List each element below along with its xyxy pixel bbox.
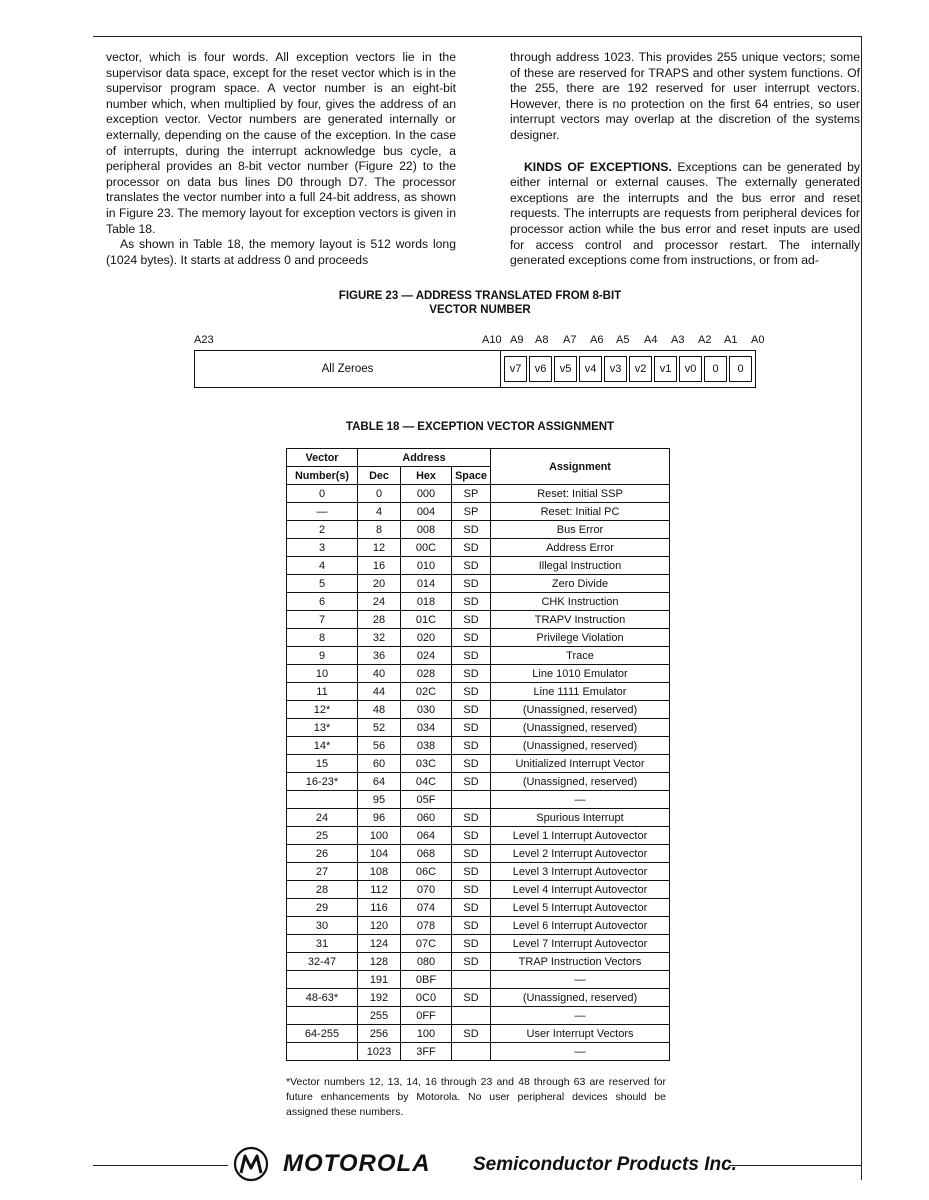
section-body: Exceptions can be generated by either internal or external causes. The externally generated exceptions are the interrupts and the bus error and reset requests. The interrupts are requests from peripheral devices for processor action while the bus error and reset inputs are used for access control and processor restart. The internally generated exceptions come from instructions, or from ad- [510,159,860,268]
table-row [287,827,670,845]
table-header-row [287,449,670,467]
table-row [287,575,670,593]
cell-space: SD [452,953,491,971]
section-heading: KINDS OF EXCEPTIONS. [524,159,672,174]
cell-hex: 080 [401,953,452,971]
cell-space: SD [452,611,491,629]
cell-dec: 36 [358,647,401,665]
header-address: Address [358,449,491,467]
table-row [287,629,670,647]
cell-dec: 44 [358,683,401,701]
table-row [287,665,670,683]
bit-label: A9 [510,334,524,346]
cell-assignment: TRAPV Instruction [491,611,670,629]
cell-space: SD [452,737,491,755]
right-text-column [510,50,860,269]
table-row [287,953,670,971]
table-row [287,647,670,665]
cell-space: SD [452,521,491,539]
bit-cell: v5 [554,356,577,382]
table-row [287,935,670,953]
bit-label: A3 [671,334,685,346]
cell-assignment: Reset: Initial SSP [491,485,670,503]
cell-dec: 95 [358,791,401,809]
cell-assignment: (Unassigned, reserved) [491,737,670,755]
table-row [287,593,670,611]
table-row [287,485,670,503]
cell-dec: 255 [358,1007,401,1025]
cell-vector: 30 [287,917,358,935]
cell-hex: 0FF [401,1007,452,1025]
cell-dec: 64 [358,773,401,791]
table-row [287,737,670,755]
table-row [287,557,670,575]
cell-hex: 07C [401,935,452,953]
cell-dec: 60 [358,755,401,773]
bit-labels [194,334,774,348]
header-assignment: Assignment [491,449,670,485]
cell-space: SD [452,665,491,683]
cell-assignment: — [491,791,670,809]
table-row [287,1007,670,1025]
all-zeroes-field: All Zeroes [195,351,501,387]
table-row [287,881,670,899]
table-row [287,683,670,701]
cell-space: SD [452,863,491,881]
bit-label: A5 [616,334,630,346]
table-row [287,971,670,989]
bit-label: A2 [698,334,712,346]
cell-vector: 28 [287,881,358,899]
cell-vector [287,791,358,809]
cell-hex: 02C [401,683,452,701]
cell-hex: 0BF [401,971,452,989]
cell-dec: 1023 [358,1043,401,1061]
cell-vector: 29 [287,899,358,917]
bit-cell: v7 [504,356,527,382]
cell-dec: 48 [358,701,401,719]
cell-assignment: (Unassigned, reserved) [491,701,670,719]
cell-assignment: Level 3 Interrupt Autovector [491,863,670,881]
footer-rule-right [729,1165,861,1166]
cell-dec: 191 [358,971,401,989]
table-title: TABLE 18 — EXCEPTION VECTOR ASSIGNMENT [345,421,615,433]
cell-assignment: Reset: Initial PC [491,503,670,521]
cell-hex: 00C [401,539,452,557]
cell-dec: 120 [358,917,401,935]
cell-assignment: Unitialized Interrupt Vector [491,755,670,773]
cell-space: SD [452,827,491,845]
cell-space: SD [452,809,491,827]
cell-space [452,791,491,809]
cell-vector: 27 [287,863,358,881]
table-row [287,989,670,1007]
cell-hex: 03C [401,755,452,773]
table-row [287,701,670,719]
left-paragraph-1: vector, which is four words. All exception vectors lie in the supervisor data space, except for the reset vector which is in the supervisor program space. A vector number is an eight-bit number which, when multiplied by four, gives the address of an exception vector. Vector numbers are generated internally or externally, depending on the cause of the exception. In the case of interrupts, during the interrupt acknowledge bus cycle, a peripheral provides an 8-bit vector number (Figure 22) to the processor on data bus lines D0 through D7. The processor translates the vector number into a full 24-bit address, as shown in Figure 23. The memory layout for exception vectors is given in Table 18. [106,50,456,236]
cell-space: SD [452,899,491,917]
cell-hex: 100 [401,1025,452,1043]
cell-vector: 48-63* [287,989,358,1007]
table-row [287,863,670,881]
header-dec: Dec [358,467,401,485]
table-row [287,611,670,629]
cell-vector [287,1043,358,1061]
cell-assignment: User Interrupt Vectors [491,1025,670,1043]
cell-assignment: TRAP Instruction Vectors [491,953,670,971]
cell-vector: 8 [287,629,358,647]
cell-vector: 32-47 [287,953,358,971]
table-row [287,809,670,827]
cell-vector: 24 [287,809,358,827]
cell-hex: 0C0 [401,989,452,1007]
bit-cell: v4 [579,356,602,382]
table-row [287,755,670,773]
cell-hex: 064 [401,827,452,845]
cell-hex: 028 [401,665,452,683]
cell-space: SD [452,935,491,953]
cell-assignment: Level 1 Interrupt Autovector [491,827,670,845]
cell-dec: 40 [358,665,401,683]
cell-dec: 20 [358,575,401,593]
cell-space: SD [452,701,491,719]
cell-vector: 31 [287,935,358,953]
cell-vector: 14* [287,737,358,755]
cell-space: SD [452,845,491,863]
cell-assignment: Level 5 Interrupt Autovector [491,899,670,917]
cell-vector: 26 [287,845,358,863]
cell-vector: 12* [287,701,358,719]
bit-cell: v3 [604,356,627,382]
cell-dec: 124 [358,935,401,953]
brand-name: MOTOROLA [283,1150,431,1177]
cell-space: SD [452,755,491,773]
left-text-column [106,50,456,268]
cell-space: SD [452,539,491,557]
exception-vector-table [286,448,670,1061]
cell-hex: 068 [401,845,452,863]
cell-hex: 074 [401,899,452,917]
cell-hex: 000 [401,485,452,503]
figure-title [250,289,710,317]
address-register [194,350,756,388]
cell-space: SD [452,629,491,647]
table-row [287,791,670,809]
bit-cell: 0 [704,356,727,382]
cell-assignment: — [491,1043,670,1061]
cell-vector: 15 [287,755,358,773]
cell-vector: 25 [287,827,358,845]
cell-hex: 06C [401,863,452,881]
cell-space: SP [452,503,491,521]
cell-dec: 52 [358,719,401,737]
figure-title-line-2: VECTOR NUMBER [429,304,531,316]
cell-vector: 3 [287,539,358,557]
cell-space: SD [452,1025,491,1043]
cell-dec: 56 [358,737,401,755]
cell-dec: 24 [358,593,401,611]
header-hex: Hex [401,467,452,485]
cell-assignment: Level 6 Interrupt Autovector [491,917,670,935]
cell-space: SD [452,881,491,899]
cell-space: SD [452,557,491,575]
table-row [287,719,670,737]
cell-dec: 4 [358,503,401,521]
cell-assignment: Line 1111 Emulator [491,683,670,701]
cell-hex: 024 [401,647,452,665]
cell-dec: 8 [358,521,401,539]
cell-dec: 28 [358,611,401,629]
table-row [287,773,670,791]
cell-assignment: Privilege Violation [491,629,670,647]
cell-vector: — [287,503,358,521]
cell-vector [287,1007,358,1025]
cell-space: SD [452,593,491,611]
cell-hex: 060 [401,809,452,827]
cell-assignment: Illegal Instruction [491,557,670,575]
cell-vector: 10 [287,665,358,683]
table-row [287,503,670,521]
cell-vector: 9 [287,647,358,665]
header-vector [287,449,358,467]
cell-assignment: (Unassigned, reserved) [491,989,670,1007]
cell-space: SD [452,719,491,737]
cell-space: SD [452,647,491,665]
cell-assignment: Level 7 Interrupt Autovector [491,935,670,953]
cell-vector: 6 [287,593,358,611]
cell-dec: 16 [358,557,401,575]
header-number: Number(s) [287,467,358,485]
cell-hex: 008 [401,521,452,539]
bit-cell: v1 [654,356,677,382]
table-row [287,899,670,917]
table-body [287,485,670,1061]
cell-vector: 5 [287,575,358,593]
cell-assignment: CHK Instruction [491,593,670,611]
left-paragraph-2: As shown in Table 18, the memory layout is 512 words long (1024 bytes). It starts at address 0 and proceeds [106,237,456,267]
header-vector-line-1: Vector [305,451,339,464]
cell-vector: 4 [287,557,358,575]
right-paragraph-1: through address 1023. This provides 255 unique vectors; some of these are reserved for TRAPS and other system functions. Of the 255, there are 192 reserved for user interrupt vectors. However, there is no protection on the first 64 entries, so user interrupt vectors may overlap at the discretion of the systems designer. [510,50,860,142]
cell-assignment: Spurious Interrupt [491,809,670,827]
bit-label: A8 [535,334,549,346]
cell-dec: 100 [358,827,401,845]
cell-assignment: (Unassigned, reserved) [491,773,670,791]
cell-assignment: Level 2 Interrupt Autovector [491,845,670,863]
cell-assignment: Line 1010 Emulator [491,665,670,683]
cell-assignment: Address Error [491,539,670,557]
vector-bit-cells [501,351,755,387]
cell-space: SD [452,575,491,593]
bit-cell: v2 [629,356,652,382]
cell-space: SD [452,917,491,935]
cell-vector: 64-255 [287,1025,358,1043]
bit-label: A7 [563,334,577,346]
cell-hex: 018 [401,593,452,611]
cell-hex: 004 [401,503,452,521]
bit-cell: v6 [529,356,552,382]
cell-vector [287,971,358,989]
cell-dec: 108 [358,863,401,881]
bit-label: A6 [590,334,604,346]
cell-dec: 0 [358,485,401,503]
cell-hex: 05F [401,791,452,809]
cell-dec: 128 [358,953,401,971]
bit-label: A1 [724,334,738,346]
cell-assignment: — [491,1007,670,1025]
table-row [287,521,670,539]
cell-vector: 0 [287,485,358,503]
cell-assignment: (Unassigned, reserved) [491,719,670,737]
cell-assignment: Bus Error [491,521,670,539]
cell-space [452,1007,491,1025]
cell-space: SD [452,683,491,701]
cell-dec: 116 [358,899,401,917]
figure-title-line-1: FIGURE 23 — ADDRESS TRANSLATED FROM 8-BIT [338,290,622,302]
header-space: Space [452,467,491,485]
right-paragraph-2 [510,160,860,269]
cell-hex: 034 [401,719,452,737]
table-row [287,1025,670,1043]
footer [93,1144,861,1186]
cell-assignment: Zero Divide [491,575,670,593]
cell-vector: 7 [287,611,358,629]
cell-hex: 070 [401,881,452,899]
cell-hex: 010 [401,557,452,575]
motorola-logo-icon [233,1146,269,1182]
bit-cell: v0 [679,356,702,382]
cell-hex: 04C [401,773,452,791]
table-row [287,845,670,863]
cell-space: SD [452,989,491,1007]
table-row [287,917,670,935]
cell-space: SD [452,773,491,791]
cell-vector: 16-23* [287,773,358,791]
cell-dec: 256 [358,1025,401,1043]
cell-hex: 3FF [401,1043,452,1061]
cell-space [452,1043,491,1061]
cell-dec: 96 [358,809,401,827]
cell-assignment: — [491,971,670,989]
cell-dec: 104 [358,845,401,863]
bit-label: A0 [751,334,765,346]
cell-assignment: Trace [491,647,670,665]
bit-label: A10 [482,334,502,346]
bit-cell: 0 [729,356,752,382]
cell-hex: 01C [401,611,452,629]
cell-vector: 2 [287,521,358,539]
cell-dec: 112 [358,881,401,899]
table-footnote: *Vector numbers 12, 13, 14, 16 through 23 and 48 through 63 are reserved for future enhancements by Motorola. No user peripheral devices should be assigned these numbers. [286,1076,666,1118]
cell-dec: 192 [358,989,401,1007]
cell-space [452,971,491,989]
footer-rule-left [93,1165,228,1166]
cell-vector: 13* [287,719,358,737]
cell-dec: 32 [358,629,401,647]
bit-label: A4 [644,334,658,346]
cell-assignment: Level 4 Interrupt Autovector [491,881,670,899]
cell-hex: 078 [401,917,452,935]
bit-label-a23: A23 [194,334,214,346]
cell-hex: 020 [401,629,452,647]
cell-hex: 038 [401,737,452,755]
table-row [287,539,670,557]
cell-vector: 11 [287,683,358,701]
cell-hex: 030 [401,701,452,719]
cell-hex: 014 [401,575,452,593]
table-row [287,1043,670,1061]
cell-dec: 12 [358,539,401,557]
cell-space: SP [452,485,491,503]
brand-subtitle: Semiconductor Products Inc. [473,1154,737,1175]
